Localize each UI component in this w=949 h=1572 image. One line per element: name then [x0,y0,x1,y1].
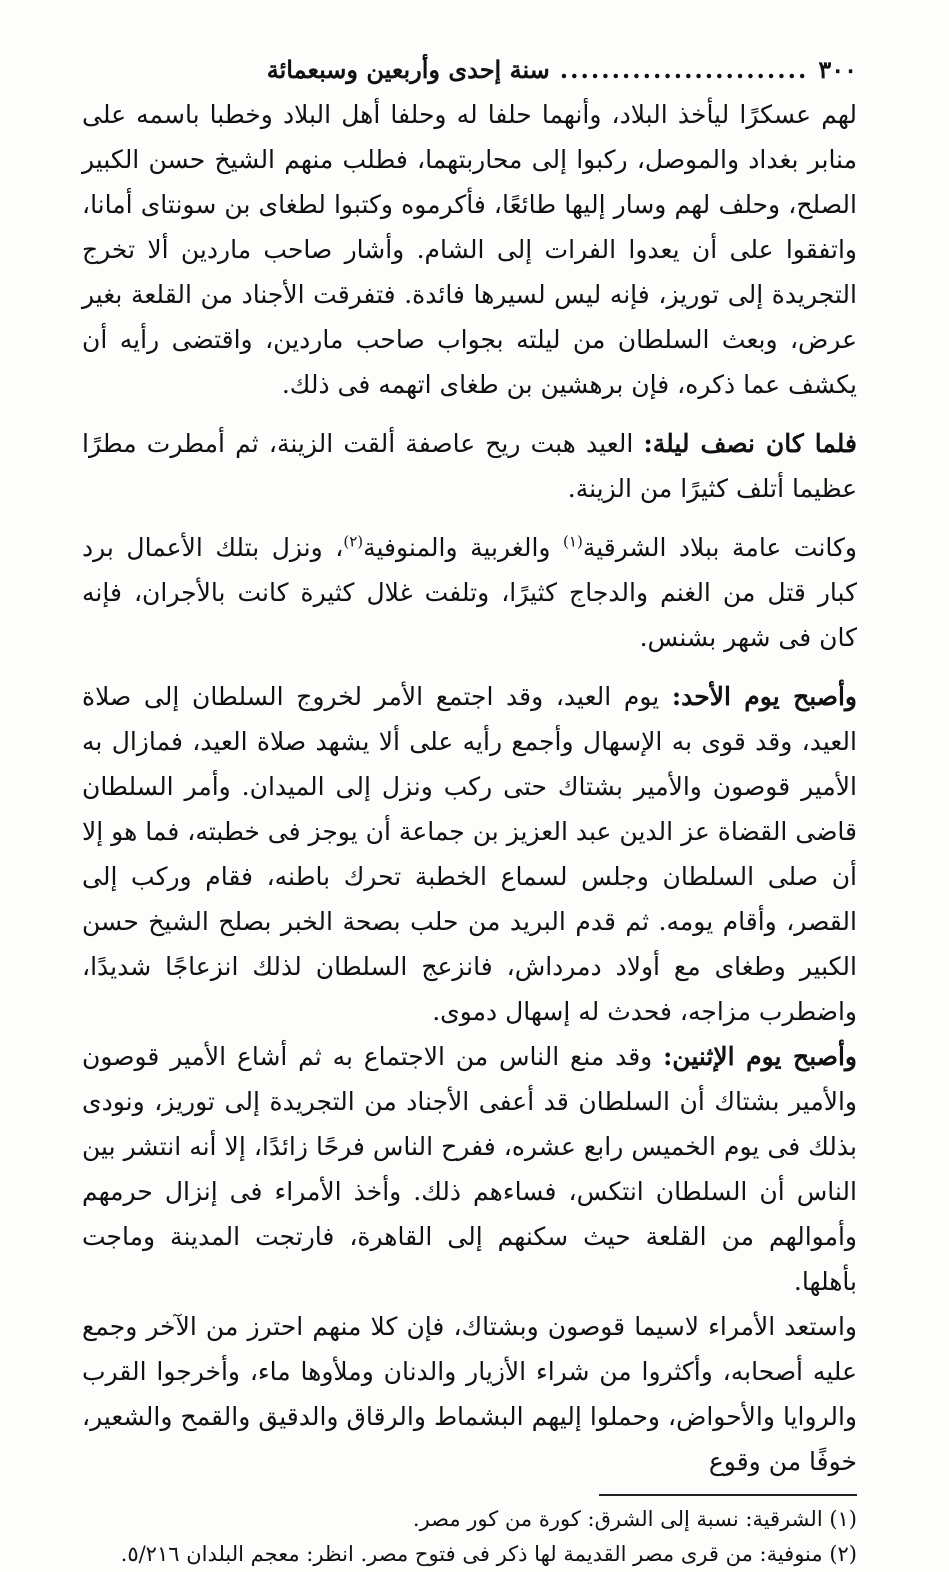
paragraph-text: ، ونزل بتلك الأعمال برد كبار قتل من الغنم والدجاج كثيرًا، وتلفت غلال كثيرة كانت بالأجران، فإنه كان فى شهر بشنس. [82,533,857,652]
paragraph-4 [82,674,857,1034]
paragraph-text: لهم عسكرًا ليأخذ البلاد، وأنهما حلفا له وحلفا أهل البلاد وخطبا باسمه على منابر بغداد والموصل، ركبوا إلى محاربتهما، فطلب منهم الشيخ حسن الكبير الصلح، وحلف لهم وسار إليها طائعًا، فأكرموه وكتبوا لطغاى بن سونتاى أمانا، واتفقوا على أن يعدوا الفرات إلى الشام. وأشار صاحب ماردين ألا تخرج التجريدة إلى توريز، فإنه ليس لسيرها فائدة. فتفرقت الأجناد من القلعة بغير عرض، وبعث السلطان من ليلته بجواب صاحب ماردين، واقتضى رأيه أن يكشف عما ذكره، فإن برهشين بن طغاى اتهمه فى ذلك. [82,100,857,399]
header-dot-leader: ........................ [559,55,809,84]
paragraph-5 [82,1034,857,1304]
paragraph-text: العيد هبت ريح عاصفة ألقت الزينة، ثم أمطرت مطرًا عظيما أتلف كثيرًا من الزينة. [82,429,857,503]
paragraph-text: وقد منع الناس من الاجتماع به ثم أشاع الأمير قوصون والأمير بشتاك أن السلطان قد أعفى الأجناد من التجريدة إلى توريز، ونودى بذلك فى يوم الخميس رابع عشره، ففرح الناس فرحًا زائدًا، إلا أنه انتشر بين الناس أن السلطان انتكس، فساءهم ذلك. وأخذ الأمراء فى إنزال حرمهم وأموالهم من القلعة حيث سكنهم إلى القاهرة، فارتجت المدينة وماجت بأهلها. [82,1042,857,1296]
paragraph-lead: وأصبح يوم الإثنين: [663,1042,857,1071]
paragraph-text: يوم العيد، وقد اجتمع الأمر لخروج السلطان إلى صلاة العيد، وقد قوى به الإسهال وأجمع رأيه على ألا يشهد صلاة العيد، فمازال به الأمير قوصون والأمير بشتاك حتى ركب ونزل إلى الميدان. وأمر السلطان قاضى القضاة عز الدين عبد العزيز بن جماعة أن يوجز فى خطبته، فما هو إلا أن صلى السلطان وجلس لسماع الخطبة تحرك باطنه، فقام وركب إلى القصر، وأقام يومه. ثم قدم البريد من حلب بصحة الخبر بصلح الشيخ حسن الكبير وطغاى مع أولاد دمرداش، فانزعج السلطان لذلك انزعاجًا شديدًا، واضطرب مزاجه، فحدث له إسهال دموى. [82,682,857,1026]
footnote-2: (٢) منوفية: من قرى مصر القديمة لها ذكر فى فتوح مصر. انظر: معجم البلدان ٥/٢١٦. [120,1542,857,1566]
paragraph-lead: وأصبح يوم الأحد: [671,682,858,711]
main-text [82,92,857,1484]
footnotes [82,1502,857,1572]
running-header [82,52,857,88]
footnote-marker-2[interactable]: (٢) [343,532,364,551]
paragraph-2 [82,421,857,511]
paragraph-6 [82,1304,857,1484]
paragraph-text: والغربية والمنوفية [363,533,564,562]
paragraph-text: واستعد الأمراء لاسيما قوصون وبشتاك، فإن كلا منهم احترز من الآخر وجمع عليه أصحابه، وأكثروا من شراء الأزيار والدنان وملأوها ماء، وأخرجوا القرب والروايا والأحواض، وحملوا إليهم البشماط والرقاق والدقيق والقمح والشعير، خوفًا من وقوع [82,1312,857,1476]
paragraph-lead: فلما كان نصف ليلة: [643,429,857,458]
footnote-marker-1[interactable]: (١) [563,532,583,551]
page-number: ٣٠٠ [818,55,857,84]
footnote-1: (١) الشرقية: نسبة إلى الشرق: كورة من كور مصر. [412,1507,857,1531]
running-title: سنة إحدى وأربعين وسبعمائة [266,55,550,84]
paragraph-3 [82,525,857,660]
footnote-separator [599,1494,857,1496]
paragraph-text: وكانت عامة ببلاد الشرقية [582,533,857,562]
paragraph-1 [82,92,857,407]
